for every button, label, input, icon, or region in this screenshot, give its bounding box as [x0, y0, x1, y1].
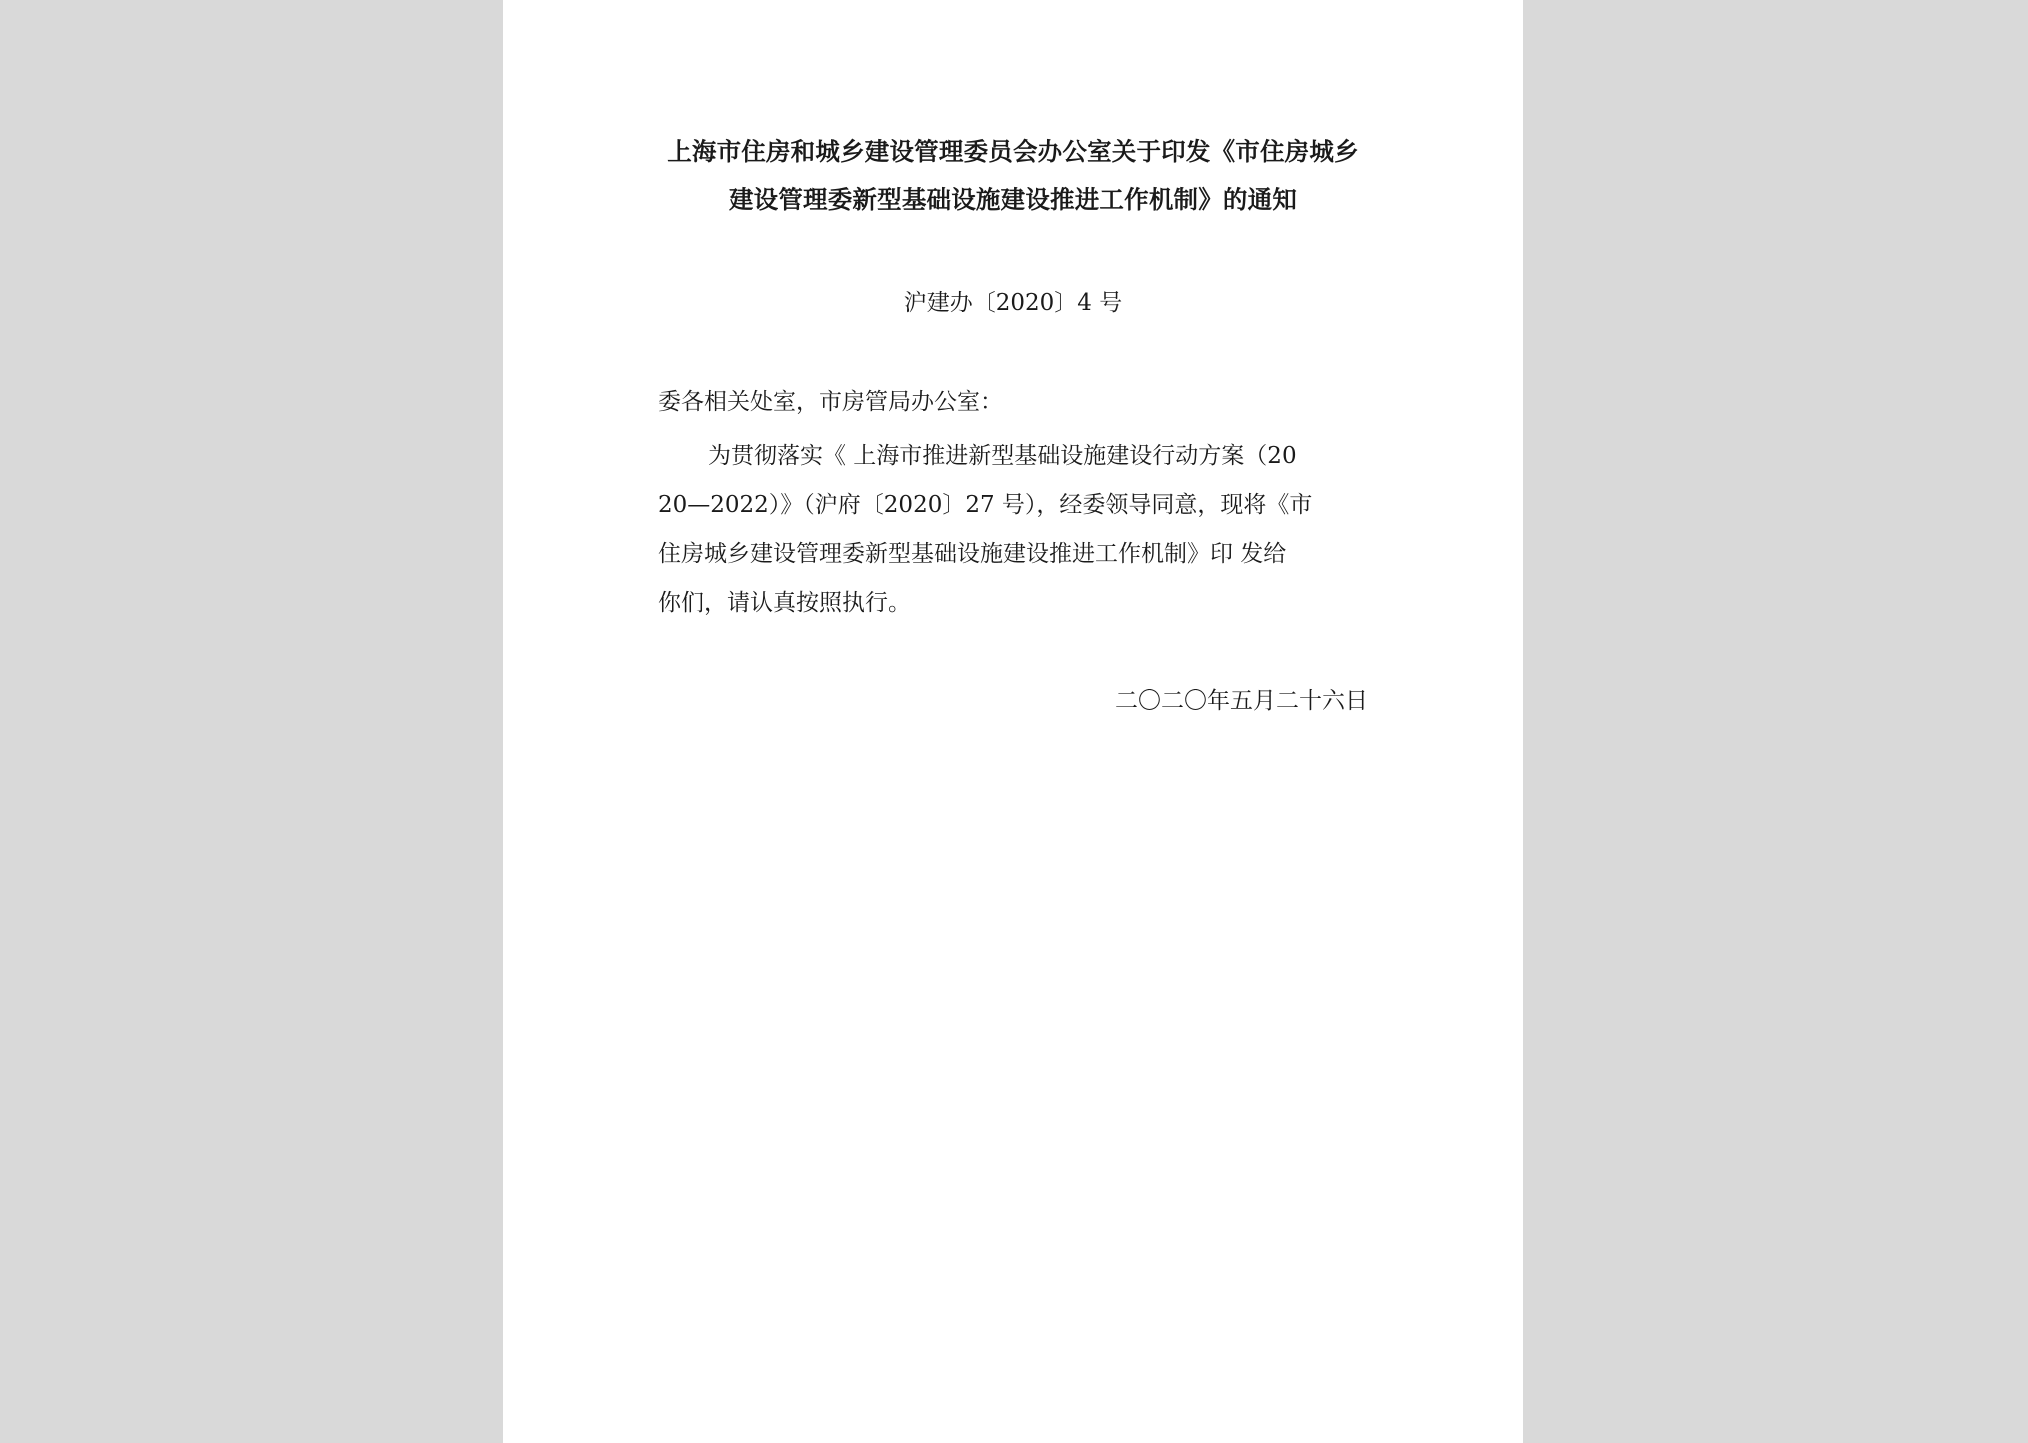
- body-line-2: 20—2022）》（沪府〔2020〕27 号），经委领导同意，现将《市: [658, 492, 1313, 518]
- document-title: [658, 128, 1368, 224]
- document-page: [503, 0, 1523, 1443]
- title-line-1: 上海市住房和城乡建设管理委员会办公室关于印发《市住房城乡: [667, 137, 1359, 166]
- document-date: 二〇二〇年五月二十六日: [1115, 688, 1368, 714]
- body-line-3: 住房城乡建设管理委新型基础设施建设推进工作机制》印 发给: [658, 541, 1287, 567]
- document-number: 沪建办〔2020〕4 号: [903, 290, 1123, 316]
- body-line-4: 你们，请认真按照执行。: [658, 590, 911, 616]
- body-paragraph: [658, 432, 1368, 628]
- body-line-1: 为贯彻落实《 上海市推进新型基础设施建设行动方案（20: [708, 443, 1297, 469]
- title-line-2: 建设管理委新型基础设施建设推进工作机制》的通知: [728, 185, 1298, 214]
- recipient-line: 委各相关处室，市房管局办公室：: [658, 389, 1003, 415]
